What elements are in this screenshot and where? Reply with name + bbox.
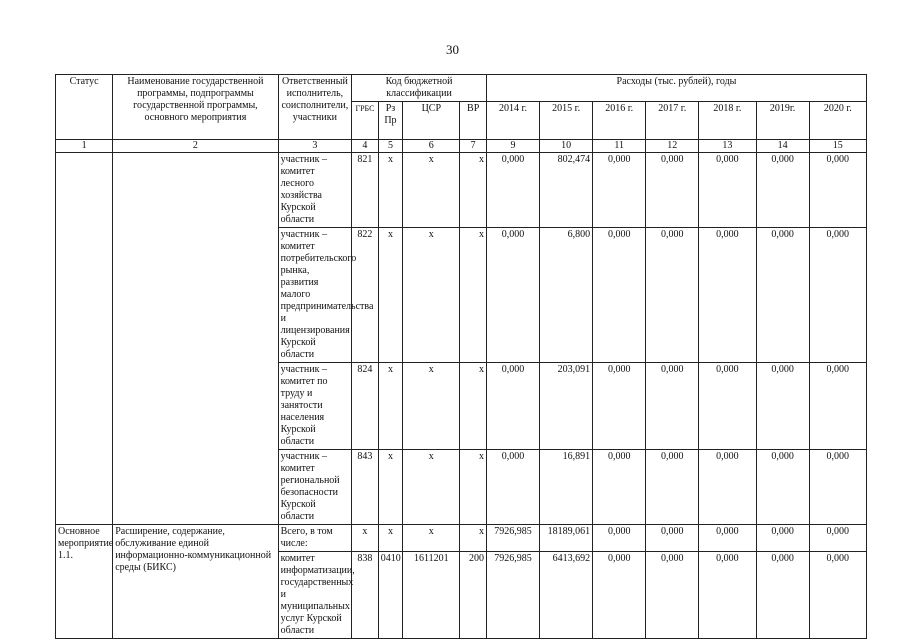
header-executor: Ответственный исполнитель, соисполнители, участники: [278, 75, 352, 140]
page-number: 30: [446, 42, 459, 57]
column-number: 3: [278, 140, 352, 153]
value-cell: 0,000: [756, 552, 809, 639]
csr-cell: х: [403, 363, 460, 450]
grbs-cell: х: [352, 525, 379, 552]
value-cell: 7926,985: [486, 525, 539, 552]
value-cell: 0,000: [756, 153, 809, 228]
grbs-cell: 843: [352, 450, 379, 525]
value-cell: 0,000: [486, 153, 539, 228]
value-cell: 0,000: [646, 228, 699, 363]
header-budget-code: Код бюджетной классификации: [352, 75, 487, 102]
header-year: 2016 г.: [593, 102, 646, 140]
header-grbs: ГРБС: [352, 102, 379, 140]
value-cell: 0,000: [699, 525, 756, 552]
column-number-row: [56, 140, 867, 153]
value-cell: 0,000: [809, 525, 866, 552]
table-row: [56, 525, 867, 552]
value-cell: 7926,985: [486, 552, 539, 639]
executor-cell: участник – комитет потребительского рынка, развития малого предпринимательства и лицензирования Курской области: [278, 228, 352, 363]
rzpr-cell: х: [378, 450, 403, 525]
value-cell: 0,000: [699, 552, 756, 639]
column-number: 9: [486, 140, 539, 153]
value-cell: 0,000: [646, 450, 699, 525]
budget-table: [55, 74, 867, 639]
grbs-cell: 824: [352, 363, 379, 450]
status-cell: [56, 153, 113, 525]
vr-cell: х: [460, 153, 487, 228]
value-cell: 6413,692: [540, 552, 593, 639]
header-year: 2019г.: [756, 102, 809, 140]
header-rzpr: Рз Пр: [378, 102, 403, 140]
vr-cell: х: [460, 450, 487, 525]
value-cell: 0,000: [486, 450, 539, 525]
value-cell: 203,091: [540, 363, 593, 450]
csr-cell: х: [403, 525, 460, 552]
value-cell: 0,000: [593, 552, 646, 639]
value-cell: 0,000: [809, 363, 866, 450]
value-cell: 0,000: [486, 228, 539, 363]
header-year: 2015 г.: [540, 102, 593, 140]
column-number: 7: [460, 140, 487, 153]
csr-cell: х: [403, 153, 460, 228]
status-cell: Основное мероприятие 1.1.: [56, 525, 113, 639]
column-number: 11: [593, 140, 646, 153]
executor-cell: Всего, в том числе:: [278, 525, 352, 552]
value-cell: 0,000: [646, 552, 699, 639]
value-cell: 0,000: [699, 153, 756, 228]
column-number: 12: [646, 140, 699, 153]
csr-cell: х: [403, 228, 460, 363]
executor-cell: участник – комитет по труду и занятости населения Курской области: [278, 363, 352, 450]
vr-cell: х: [460, 363, 487, 450]
header-name: Наименование государственной программы, подпрограммы государственной программы, основного мероприятия: [113, 75, 278, 140]
value-cell: 0,000: [593, 153, 646, 228]
header-csr: ЦСР: [403, 102, 460, 140]
vr-cell: 200: [460, 552, 487, 639]
header-year: 2014 г.: [486, 102, 539, 140]
rzpr-cell: х: [378, 525, 403, 552]
rzpr-cell: х: [378, 228, 403, 363]
column-number: 5: [378, 140, 403, 153]
value-cell: 0,000: [646, 363, 699, 450]
executor-cell: комитет информатизации, государственных и муниципальных услуг Курской области: [278, 552, 352, 639]
value-cell: 0,000: [809, 228, 866, 363]
grbs-cell: 838: [352, 552, 379, 639]
value-cell: 0,000: [756, 450, 809, 525]
value-cell: 802,474: [540, 153, 593, 228]
executor-cell: участник – комитет региональной безопасности Курской области: [278, 450, 352, 525]
value-cell: 0,000: [486, 363, 539, 450]
rzpr-cell: х: [378, 153, 403, 228]
table-row: [56, 153, 867, 228]
header-vr: ВР: [460, 102, 487, 140]
rzpr-cell: х: [378, 363, 403, 450]
header-year: 2018 г.: [699, 102, 756, 140]
column-number: 4: [352, 140, 379, 153]
value-cell: 6,800: [540, 228, 593, 363]
rzpr-cell: 0410: [378, 552, 403, 639]
name-cell: [113, 153, 278, 525]
csr-cell: х: [403, 450, 460, 525]
column-number: 6: [403, 140, 460, 153]
vr-cell: х: [460, 525, 487, 552]
value-cell: 0,000: [593, 363, 646, 450]
value-cell: 0,000: [699, 228, 756, 363]
value-cell: 0,000: [809, 153, 866, 228]
header-expenses: Расходы (тыс. рублей), годы: [486, 75, 866, 102]
grbs-cell: 822: [352, 228, 379, 363]
header-year: 2017 г.: [646, 102, 699, 140]
value-cell: 0,000: [699, 450, 756, 525]
value-cell: 0,000: [593, 450, 646, 525]
header-year: 2020 г.: [809, 102, 866, 140]
grbs-cell: 821: [352, 153, 379, 228]
value-cell: 18189,061: [540, 525, 593, 552]
column-number: 15: [809, 140, 866, 153]
value-cell: 0,000: [646, 525, 699, 552]
value-cell: 0,000: [593, 228, 646, 363]
value-cell: 0,000: [756, 363, 809, 450]
value-cell: 0,000: [809, 552, 866, 639]
header-status: Статус: [56, 75, 113, 140]
value-cell: 0,000: [756, 525, 809, 552]
column-number: 13: [699, 140, 756, 153]
vr-cell: х: [460, 228, 487, 363]
value-cell: 0,000: [756, 228, 809, 363]
value-cell: 0,000: [699, 363, 756, 450]
column-number: 10: [540, 140, 593, 153]
value-cell: 0,000: [646, 153, 699, 228]
executor-cell: участник – комитет лесного хозяйства Курской области: [278, 153, 352, 228]
column-number: 2: [113, 140, 278, 153]
name-cell: Расширение, содержание, обслуживание единой информационно-коммуникационной среды (БИКС): [113, 525, 278, 639]
value-cell: 0,000: [809, 450, 866, 525]
value-cell: 0,000: [593, 525, 646, 552]
column-number: 14: [756, 140, 809, 153]
csr-cell: 1611201: [403, 552, 460, 639]
column-number: 1: [56, 140, 113, 153]
value-cell: 16,891: [540, 450, 593, 525]
